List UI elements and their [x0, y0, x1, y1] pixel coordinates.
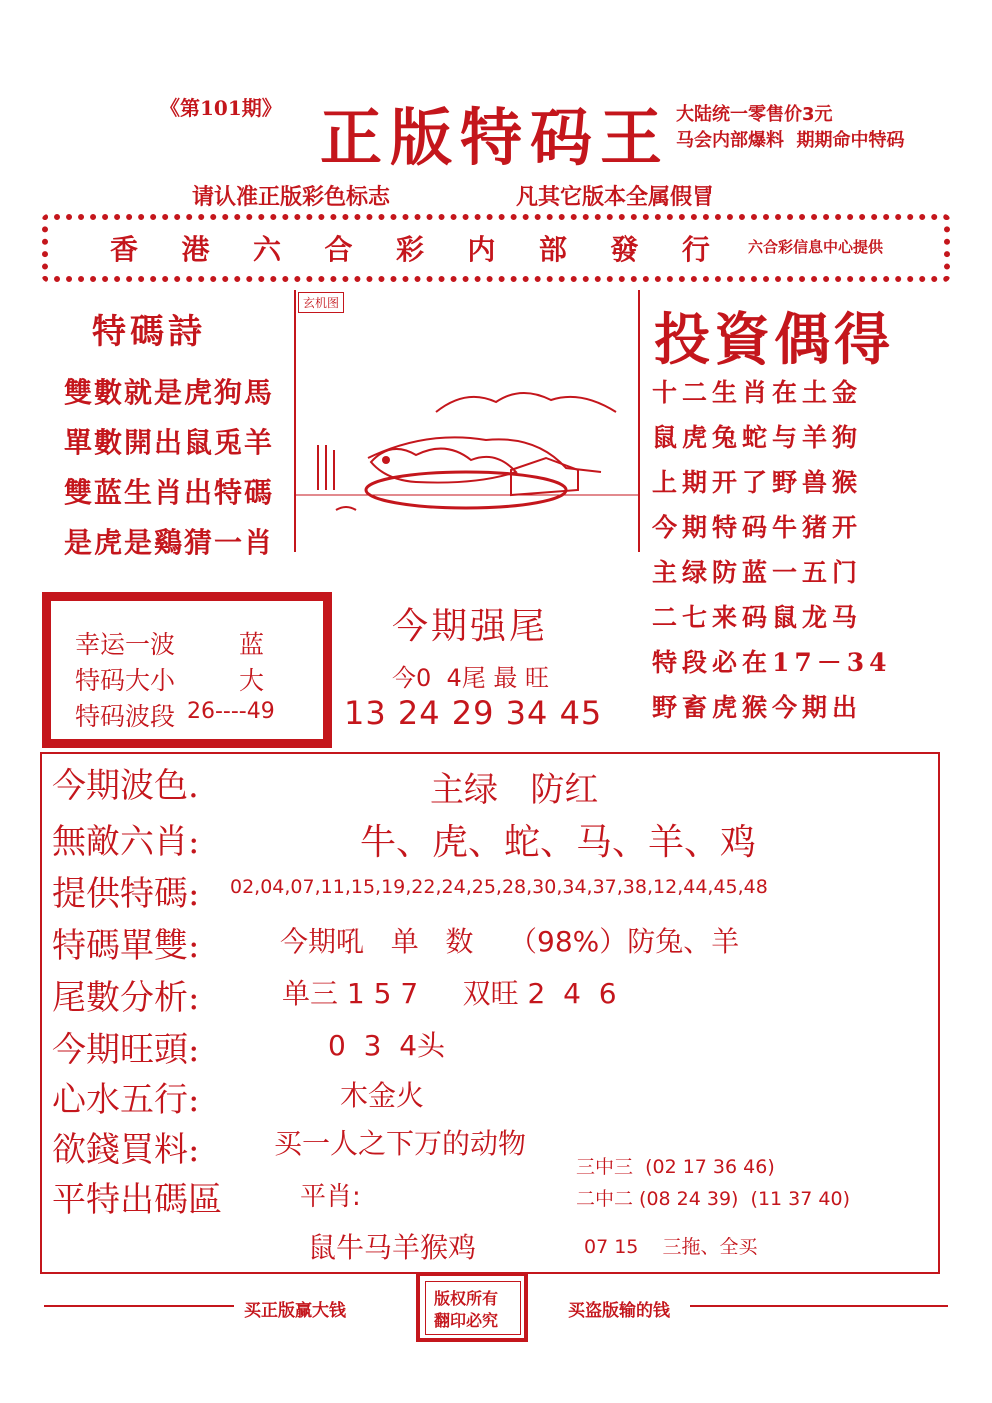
invest-line: 今期特码牛猪开: [652, 513, 863, 542]
color-label: 今期波色.: [52, 766, 199, 806]
publisher-char: 部: [538, 233, 567, 266]
landscape-illustration: [296, 290, 638, 552]
riddle-picture: [294, 290, 640, 552]
issue-number: 《第101期》: [160, 96, 282, 120]
lucky-wave-label: 幸运一波: [75, 630, 176, 659]
two-hit: 二中二 (08 24 39) (11 37 40): [576, 1188, 850, 1210]
poem-line: 是虎是鷄猜一肖: [64, 526, 275, 559]
head-value: 0 3 4头: [328, 1029, 446, 1062]
head-label: 今期旺頭:: [52, 1030, 200, 1070]
invest-line: 主绿防蓝一五门: [652, 558, 863, 587]
numbers-value: 02,04,07,11,15,19,22,24,25,28,30,34,37,38,12,44,45,48: [230, 876, 768, 898]
three-hit: 三中三 (02 17 36 46): [576, 1156, 775, 1178]
publisher-char: 合: [324, 233, 353, 266]
poem-line: 雙數就是虎狗馬: [64, 376, 275, 409]
tail-analysis-label: 尾數分析:: [52, 978, 200, 1018]
footer-line-right: [690, 1305, 948, 1307]
lucky-wave-value: 蓝: [239, 630, 265, 659]
invest-line: 上期开了野兽猴: [652, 468, 863, 497]
notice-left: 请认准正版彩色标志: [192, 185, 391, 210]
publisher-char: 内: [467, 233, 496, 266]
invest-line: 十二生肖在土金: [652, 378, 863, 407]
size-value: 大: [239, 666, 265, 695]
provider-text: 六合彩信息中心提供: [748, 238, 884, 256]
riddle-value: 买一人之下万的动物: [274, 1127, 527, 1160]
price-note: 大陆统一零售价3元: [676, 104, 833, 125]
tail-numbers: 13 24 29 34 45: [344, 694, 603, 732]
publisher-banner: [42, 214, 950, 282]
invest-line: 野畜虎猴今期出: [652, 693, 863, 722]
poem-title: 特碼詩: [92, 312, 206, 352]
publisher-char: 彩: [395, 233, 424, 266]
range-label: 特码波段: [75, 702, 176, 731]
poem-lines: [64, 368, 274, 568]
publisher-char: 港: [181, 233, 210, 266]
copyright-line-2: 翻印必究: [434, 1311, 499, 1330]
invest-line: 二七来码鼠龙马: [652, 603, 863, 632]
invest-line: 鼠虎兔蛇与羊狗: [652, 423, 863, 452]
publisher-char: 香: [110, 233, 139, 266]
tail-title: 今期强尾: [392, 606, 549, 647]
flat-label: 平特出碼區: [52, 1180, 222, 1220]
copyright-box: [416, 1272, 528, 1342]
element-label: 心水五行:: [52, 1080, 200, 1120]
poem-line: 雙蓝生肖出特碼: [64, 476, 275, 509]
page-title: 正版特码王: [320, 101, 671, 174]
slogan: 马会内部爆料 期期命中特码: [676, 130, 905, 151]
riddle-label: 欲錢買料:: [52, 1130, 200, 1170]
extra-note: 07 15 三拖、全买: [584, 1236, 758, 1258]
tail-analysis-value: 单三 1 5 7 双旺 2 4 6: [282, 977, 617, 1010]
invest-title: 投資偶得: [654, 307, 894, 373]
size-label: 特码大小: [75, 666, 176, 695]
oddeven-value: 今期吼 单 数 （98%）防兔、羊: [280, 925, 740, 958]
numbers-label: 提供特碼:: [52, 874, 200, 914]
zodiac-value: 牛、虎、蛇、马、羊、鸡: [360, 822, 757, 863]
picture-stamp: 玄机图: [298, 292, 344, 313]
flat-sub: 平肖:: [300, 1182, 361, 1212]
publisher-char: 發: [610, 233, 639, 266]
invest-line: 特段必在17－34: [652, 648, 892, 677]
poem-line: 單數開出鼠兎羊: [64, 426, 275, 459]
footer-line-left: [44, 1305, 234, 1307]
invest-lines: [652, 370, 892, 730]
footer-right-text: 买盗版输的钱: [568, 1301, 670, 1321]
oddeven-label: 特碼單雙:: [52, 926, 200, 966]
notice-right: 凡其它版本全属假冒: [516, 185, 715, 210]
flat-zodiac: 鼠牛马羊猴鸡: [308, 1231, 477, 1264]
publisher-text: [110, 228, 710, 268]
element-value: 木金火: [340, 1079, 425, 1112]
publisher-char: 行: [681, 233, 710, 266]
lucky-box: [42, 592, 332, 748]
color-value: 主绿 防红: [430, 770, 599, 810]
publisher-char: 六: [252, 233, 281, 266]
range-value: 26----49: [187, 699, 275, 724]
footer-left-text: 买正版赢大钱: [244, 1301, 346, 1321]
zodiac-label: 無敵六肖:: [52, 822, 200, 862]
copyright-line-1: 版权所有: [434, 1289, 499, 1308]
tail-subtitle: 今0 4尾 最 旺: [392, 664, 550, 692]
